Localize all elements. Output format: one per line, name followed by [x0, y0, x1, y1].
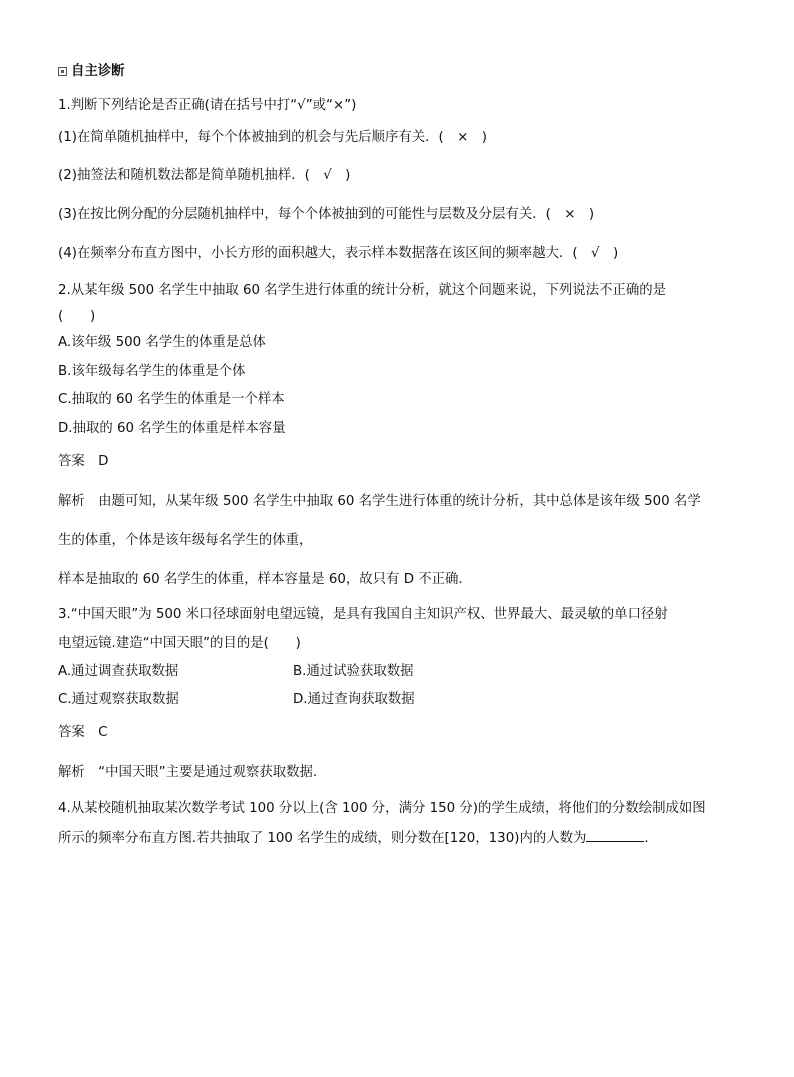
q2-answer: 答案 D [58, 454, 109, 469]
q1-item-1: (1)在简单随机抽样中，每个个体被抽到的机会与先后顺序有关．( × ) [58, 130, 487, 145]
q2-option-a: A.该年级 500 名学生的体重是总体 [58, 335, 266, 350]
section-title: 自主诊断 [71, 64, 125, 79]
q1-item-2: (2)抽签法和随机数法都是简单随机抽样．( √ ) [58, 168, 351, 183]
q4-stem-line2 [58, 827, 649, 847]
q3-option-a: A.通过调查获取数据 [58, 664, 179, 679]
q3-answer: 答案 C [58, 725, 108, 740]
section-header [58, 62, 125, 82]
q1-item-4: (4)在频率分布直方图中，小长方形的面积越大，表示样本数据落在该区间的频率越大．( √ ) [58, 246, 619, 261]
q4-stem-line2-text: 所示的频率分布直方图.若共抽取了 100 名学生的成绩，则分数在[120，130)内的人数为 [58, 831, 587, 846]
q4-stem-line1: 4.从某校随机抽取某次数学考试 100 分以上(含 100 分，满分 150 分)的学生成绩，将他们的分数绘制成如图 [58, 801, 706, 816]
q1-stem: 1.判断下列结论是否正确(请在括号中打“√”或“×”) [58, 98, 357, 113]
q3-option-c: C.通过观察获取数据 [58, 692, 179, 707]
q3-stem-line1: 3.“中国天眼”为 500 米口径球面射电望远镜，是具有我国自主知识产权、世界最大、最灵敏的单口径射 [58, 607, 668, 622]
q4-stem-line2-end: . [644, 831, 649, 846]
q2-analysis-line3: 样本是抽取的 60 名学生的体重，样本容量是 60，故只有 D 不正确. [58, 572, 463, 587]
q1-item-3: (3)在按比例分配的分层随机抽样中，每个个体被抽到的可能性与层数及分层有关．( × ) [58, 207, 595, 222]
answer-blank[interactable] [586, 827, 644, 842]
q2-stem-line1: 2.从某年级 500 名学生中抽取 60 名学生进行体重的统计分析，就这个问题来说，下列说法不正确的是 [58, 283, 667, 298]
q2-option-c: C.抽取的 60 名学生的体重是一个样本 [58, 392, 285, 407]
q2-option-b: B.该年级每名学生的体重是个体 [58, 364, 246, 379]
q2-stem-line2: ( ) [58, 309, 96, 324]
q3-stem-line2: 电望远镜.建造“中国天眼”的目的是( ) [58, 636, 301, 651]
q3-options-row2 [58, 690, 415, 710]
q2-analysis-line1: 解析 由题可知，从某年级 500 名学生中抽取 60 名学生进行体重的统计分析，其中总体是该年级 500 名学 [58, 494, 701, 509]
q3-option-b: B.通过试验获取数据 [293, 664, 414, 679]
q3-options-row1 [58, 662, 414, 682]
q3-analysis: 解析 “中国天眼”主要是通过观察获取数据. [58, 765, 318, 780]
q3-option-d: D.通过查询获取数据 [293, 692, 415, 707]
q2-option-d: D.抽取的 60 名学生的体重是样本容量 [58, 421, 286, 436]
section-square-icon [58, 67, 67, 76]
q2-analysis-line2: 生的体重，个体是该年级每名学生的体重， [58, 533, 313, 548]
